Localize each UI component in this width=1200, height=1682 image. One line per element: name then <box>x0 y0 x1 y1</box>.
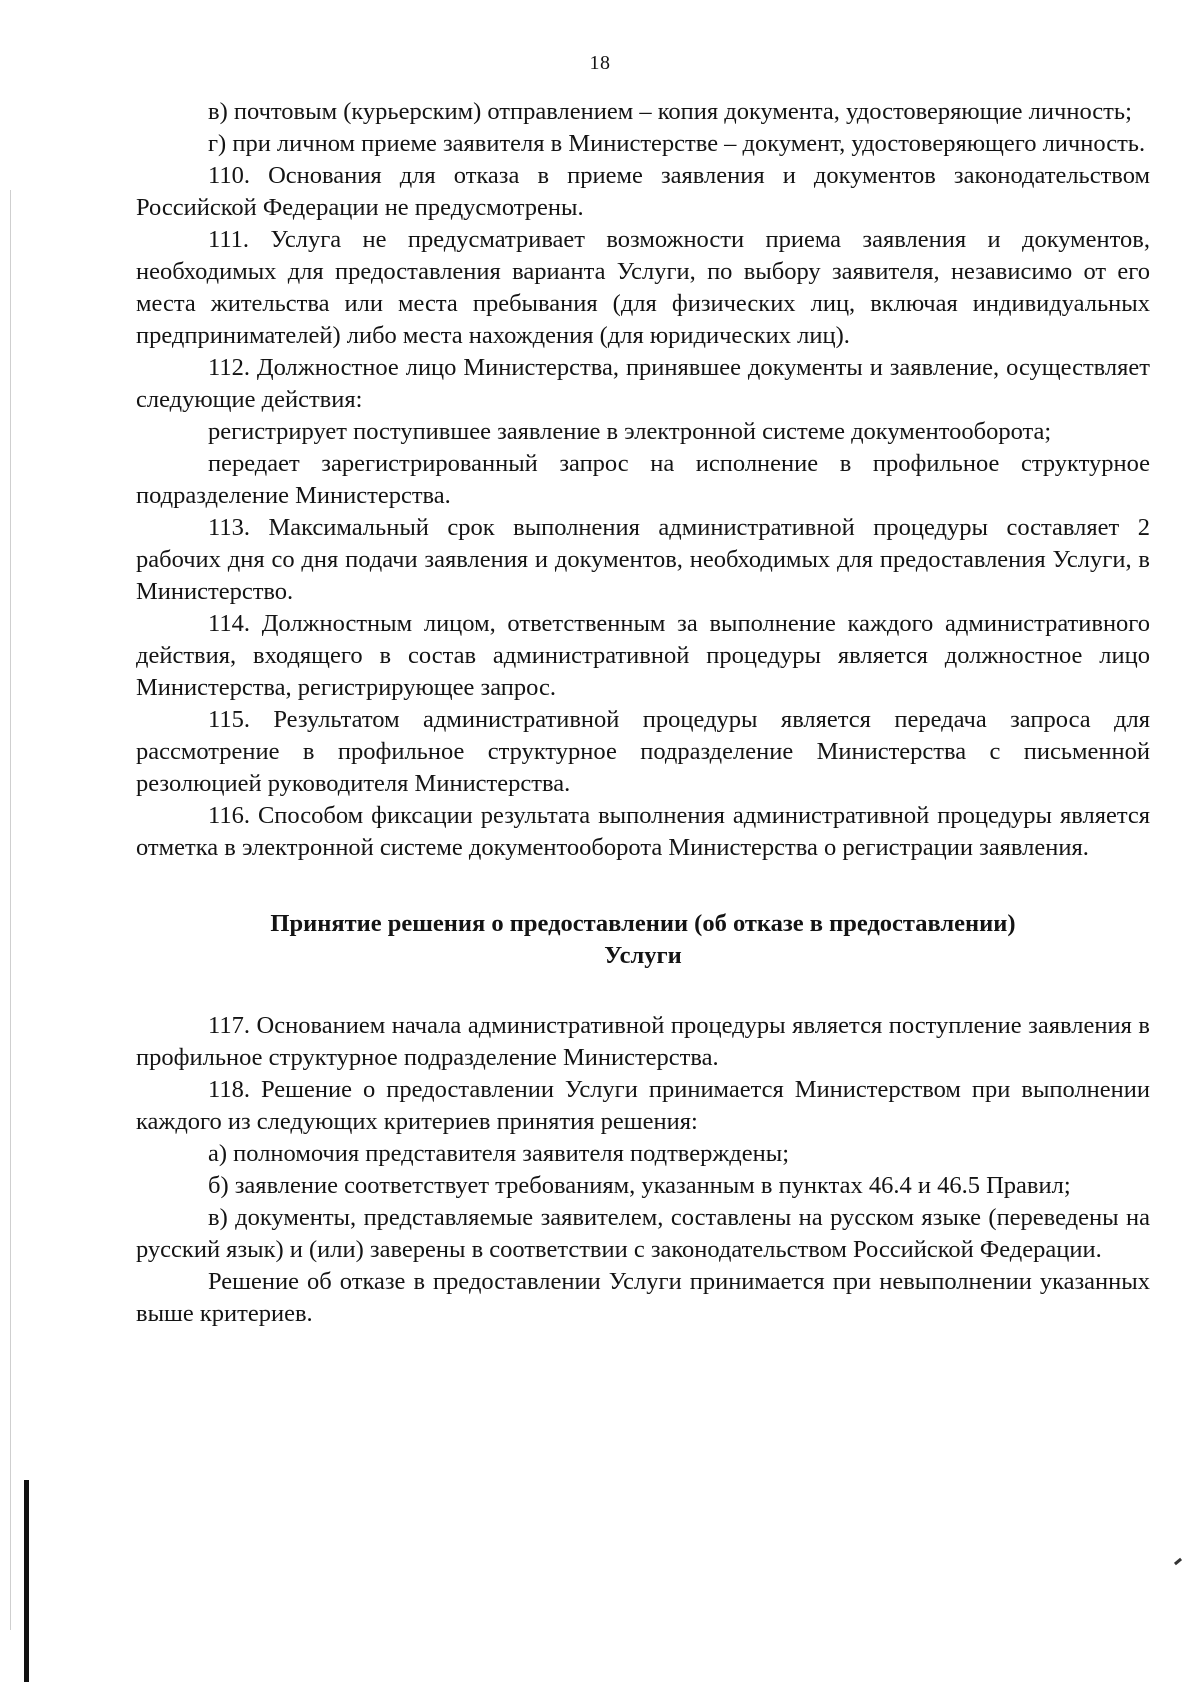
paragraph-118-criterion-v: в) документы, представляемые заявителем, составлены на русском языке (переведены на русский язык) и (или) заверены в соответствии с законодательством Российской Федерации. <box>136 1204 1150 1263</box>
scan-edge-bar <box>24 1480 29 1682</box>
paragraph-113: 113. Максимальный срок выполнения административной процедуры составляет 2 рабочих дня со дня подачи заявления и документов, необходимых для предоставления Услуги, в Министерство. <box>136 514 1150 605</box>
paragraph-112: 112. Должностное лицо Министерства, принявшее документы и заявление, осуществляет следующие действия: <box>136 354 1150 413</box>
paragraph-115: 115. Результатом административной процедуры является передача запроса для рассмотрение в профильное структурное подразделение Министерства с письменной резолюцией руководителя Министерства. <box>136 706 1150 797</box>
paragraph-refusal-decision: Решение об отказе в предоставлении Услуги принимается при невыполнении указанных выше критериев. <box>136 1268 1150 1327</box>
scan-mark <box>1174 1558 1182 1565</box>
paragraph-110: 110. Основания для отказа в приеме заявления и документов законодательством Российской Федерации не предусмотрены. <box>136 162 1150 221</box>
paragraph-116: 116. Способом фиксации результата выполнения административной процедуры является отметка в электронной системе документооборота Министерства о регистрации заявления. <box>136 802 1150 861</box>
section-heading-line-1: Принятие решения о предоставлении (об отказе в предоставлении) <box>270 910 1016 937</box>
page-number: 18 <box>589 52 611 74</box>
paragraph-111: 111. Услуга не предусматривает возможности приема заявления и документов, необходимых для предоставления варианта Услуги, по выбору заявителя, независимо от его места жительства или места пребывания (для физических лиц, включая индивидуальных предпринимателей) либо места нахождения (для юридических лиц). <box>136 226 1150 349</box>
section-heading <box>136 908 1150 972</box>
paragraph-118: 118. Решение о предоставлении Услуги принимается Министерством при выполнении каждого из следующих критериев принятия решения: <box>136 1076 1150 1135</box>
paragraph-112-action-register: регистрирует поступившее заявление в электронной системе документооборота; <box>208 418 1052 445</box>
paragraph-v-mail: в) почтовым (курьерским) отправлением – копия документа, удостоверяющие личность; <box>208 98 1132 125</box>
paragraph-g-personal: г) при личном приеме заявителя в Министерстве – документ, удостоверяющего личность. <box>208 130 1146 157</box>
paragraph-112-action-transfer: передает зарегистрированный запрос на исполнение в профильное структурное подразделение Министерства. <box>136 450 1150 509</box>
paragraph-117: 117. Основанием начала административной процедуры является поступление заявления в профильное структурное подразделение Министерства. <box>136 1012 1150 1071</box>
document-body <box>136 96 1150 1330</box>
section-heading-line-2: Услуги <box>604 942 682 969</box>
paragraph-118-criterion-b: б) заявление соответствует требованиям, указанным в пунктах 46.4 и 46.5 Правил; <box>208 1172 1071 1199</box>
paragraph-118-criterion-a: а) полномочия представителя заявителя подтверждены; <box>208 1140 790 1167</box>
paragraph-114: 114. Должностным лицом, ответственным за выполнение каждого административного действия, входящего в состав административной процедуры является должностное лицо Министерства, регистрирующее запрос. <box>136 610 1150 701</box>
scan-margin-line <box>10 190 11 1630</box>
